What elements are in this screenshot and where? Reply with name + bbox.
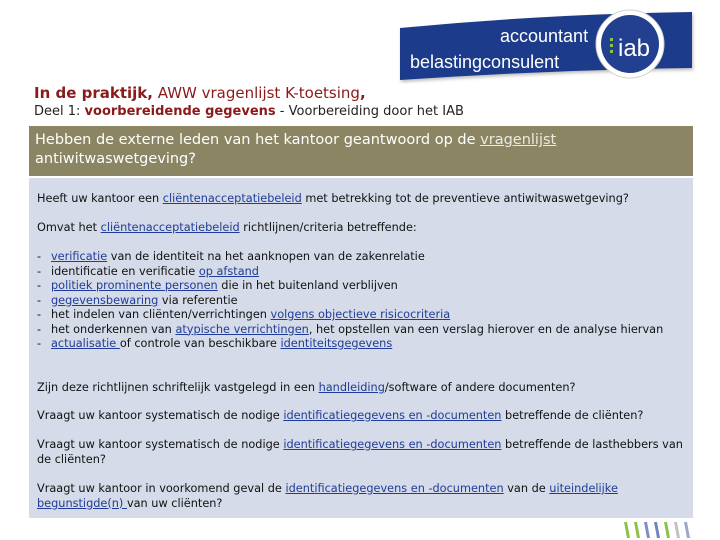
logo-badge-text: iab (618, 35, 651, 62)
subtitle-bold: voorbereidende gegevens (84, 104, 276, 119)
link-identiteitsgegevens[interactable]: identiteitsgegevens (280, 337, 393, 350)
paragraph-clienten: Vraagt uw kantoor systematisch de nodige identificatiegegevens en -documenten betreffende de cliënten? (37, 409, 644, 422)
link-op-afstand[interactable]: op afstand (198, 264, 259, 278)
accountant-belastingconsulent-iab-logo (396, 6, 698, 84)
content-panel (29, 178, 693, 518)
link-clientenacceptatiebeleid-2[interactable]: cliëntenacceptatiebeleid (100, 221, 240, 234)
question-link-vragenlijst[interactable]: vragenlijst (480, 132, 557, 148)
paragraph-lasthebbers: Vraagt uw kantoor systematisch de nodige identificatiegegevens en -documenten betreffende de lasthebbers van de cliënten? (37, 438, 683, 466)
list-item: - actualisatie of controle van beschikbare identiteitsgegevens (37, 337, 393, 350)
link-identificatiegegevens-2[interactable]: identificatiegegevens en -documenten (283, 438, 502, 451)
decorative-slash (644, 522, 650, 538)
link-gegevensbewaring[interactable]: gegevensbewaring (51, 293, 159, 307)
link-identificatiegegevens-3[interactable]: identificatiegegevens en -documenten (285, 482, 504, 495)
paragraph-acceptatiebeleid: Heeft uw kantoor een cliëntenacceptatiebeleid met betrekking tot de preventieve antiwitwaswetgeving? (37, 192, 629, 205)
decorative-slashes (618, 518, 698, 540)
paragraph-begunstigden: Vraagt uw kantoor in voorkomend geval de identificatiegegevens en -documenten van de uiteindelijke begunstigde(n) van uw cliënten? (37, 482, 618, 510)
question-bar: Hebben de externe leden van het kantoor geantwoord op de vragenlijst antiwitwaswetgeving? (29, 126, 693, 176)
link-identificatiegegevens[interactable]: identificatiegegevens en -documenten (283, 409, 502, 422)
paragraph-handleiding: Zijn deze richtlijnen schriftelijk vastgelegd in een handleiding/software of andere documenten? (37, 381, 576, 394)
list-item: - het onderkennen van atypische verrichtingen, het opstellen van een verslag hierover en de analyse hiervan (37, 322, 664, 336)
link-politiek-prominente-personen[interactable]: politiek prominente personen (51, 279, 218, 292)
link-clientenacceptatiebeleid[interactable]: cliëntenacceptatiebeleid (162, 192, 302, 205)
list-item: - politiek prominente personen die in het buitenland verblijven (37, 279, 398, 292)
page-subtitle: Deel 1: voorbereidende gegevens - Voorbereiding door het IAB (34, 104, 464, 119)
decorative-slash (624, 522, 630, 538)
logo-line2: belastingconsulent (410, 52, 560, 72)
link-atypische-verrichtingen[interactable]: atypische verrichtingen (175, 322, 309, 336)
criteria-list (37, 250, 685, 352)
list-item: - identificatie en verificatie op afstand (37, 264, 259, 278)
paragraph-richtlijnen: Omvat het cliëntenacceptatiebeleid richtlijnen/criteria betreffende: (37, 221, 417, 234)
decorative-slash (664, 522, 670, 538)
list-item: - het indelen van cliënten/verrichtingen volgens objectieve risicocriteria (37, 308, 451, 321)
logo-line1: accountant (500, 26, 589, 46)
link-handleiding[interactable]: handleiding (318, 381, 385, 394)
list-item: - verificatie van de identiteit na het aanknopen van de zakenrelatie (37, 250, 425, 263)
link-uiteindelijke-begunstigden[interactable]: uiteindelijke begunstigde(n) (37, 482, 618, 510)
link-objectieve-risicocriteria[interactable]: volgens objectieve risicocriteria (270, 308, 451, 321)
page-title: In de praktijk, AWW vragenlijst K-toetsing, (34, 84, 366, 102)
decorative-slash (674, 522, 680, 538)
list-item: - gegevensbewaring via referentie (37, 293, 238, 307)
decorative-slash (654, 522, 660, 538)
title-bold: In de praktijk (34, 84, 148, 102)
decorative-slash (634, 522, 640, 538)
link-verificatie[interactable]: verificatie (51, 250, 108, 263)
link-actualisatie[interactable]: actualisatie (51, 337, 120, 350)
decorative-slash (684, 522, 690, 538)
title-rest: AWW vragenlijst K-toetsing (152, 84, 360, 102)
